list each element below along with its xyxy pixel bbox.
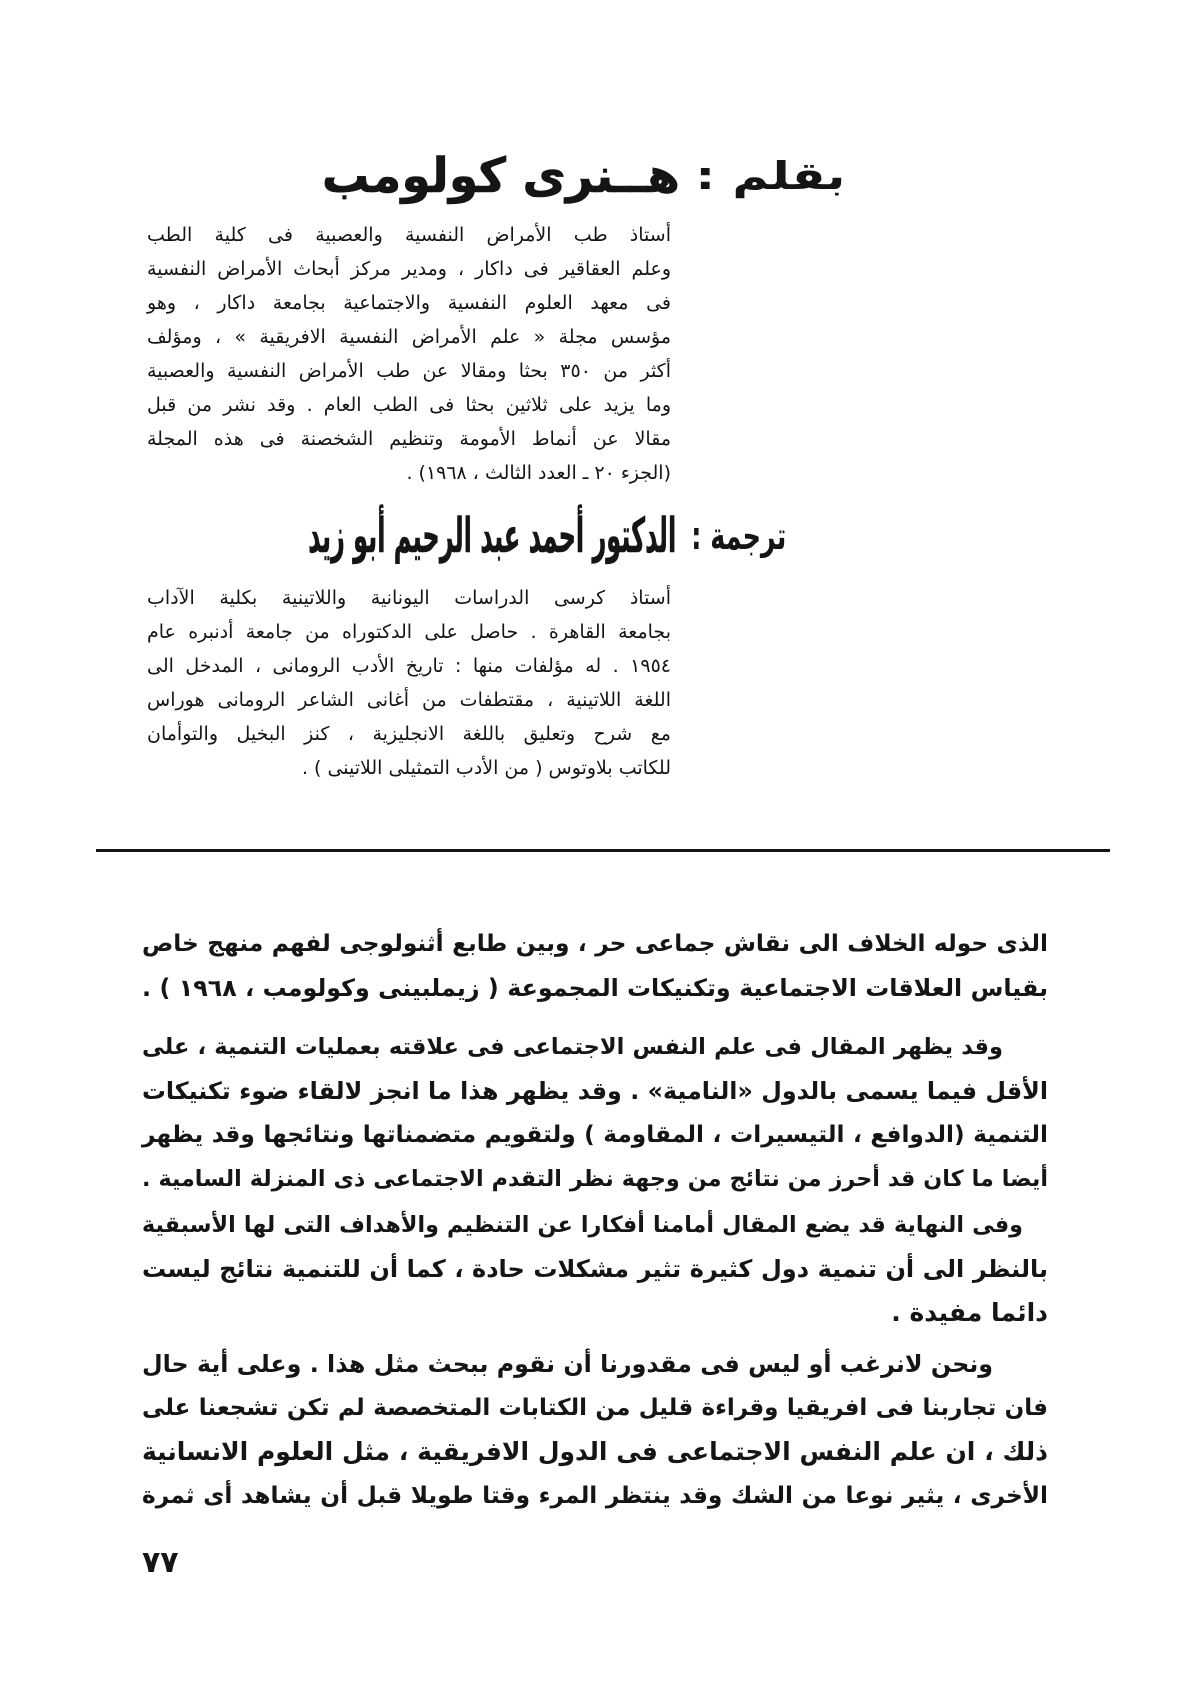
translator-bio-text: اللغة اللاتينية ، مقتطفات من أغانى الشاعر الرومانى هوراس xyxy=(147,689,671,711)
author-bio-text: أستاذ طب الأمراض النفسية والعصبية فى كلية الطب xyxy=(147,224,671,246)
body-line xyxy=(142,1069,1048,1113)
author-bio-line xyxy=(147,252,671,286)
body-line-text: بقياس العلاقات الاجتماعية وتكنيكات المجموعة ( زيملبينى وكولومب ، ١٩٦٨ ) . xyxy=(142,974,1048,1002)
author-bio-text: (الجزء ٢٠ ـ العدد الثالث ، ١٩٦٨) . xyxy=(406,462,671,484)
author-bio-line xyxy=(147,286,671,320)
body-line-text: الأقل فيما يسمى بالدول «النامية» . وقد يظهر هذا ما انجز لالقاء ضوء تكنيكات xyxy=(142,1077,1048,1105)
body-paragraph xyxy=(142,1342,1048,1518)
body-line-text: أيضا ما كان قد أحرز من نتائج من وجهة نظر التقدم الاجتماعى ذى المنزلة السامية . xyxy=(142,1166,1048,1192)
body-line xyxy=(142,1113,1048,1157)
translator-bio-text: بجامعة القاهرة . حاصل على الدكتوراه من جامعة أدنبره عام xyxy=(147,621,671,643)
translator-name-box xyxy=(307,500,676,572)
body-line-text: الأخرى ، يثير نوعا من الشك وقد ينتظر المرء وقتا طويلا قبل أن يشاهد أى ثمرة xyxy=(142,1482,1048,1509)
body-paragraph xyxy=(142,1203,1048,1335)
translator-label-box xyxy=(691,500,786,572)
author-bio-text: وما يزيد على ثلاثين بحثا فى الطب العام . وقد نشر من قبل xyxy=(147,394,671,416)
author-label-box xyxy=(695,140,845,212)
translator-bio-line xyxy=(147,717,671,751)
author-name: هــنرى كولومب xyxy=(322,148,680,204)
author-bio-text: وعلم العقاقير فى داكار ، ومدير مركز أبحاث الأمراض النفسية xyxy=(147,258,671,280)
body-line-text: الذى حوله الخلاف الى نقاش جماعى حر ، وبين طابع أثنولوجى لفهم منهج خاص xyxy=(142,930,1048,957)
author-name-box xyxy=(322,140,680,212)
body-line xyxy=(142,1247,1048,1291)
body-line xyxy=(142,922,1048,966)
translator-bio-text: مع شرح وتعليق باللغة الانجليزية ، كنز البخيل والتوأمان xyxy=(147,723,671,745)
translator-bio-text: ١٩٥٤ . له مؤلفات منها : تاريخ الأدب الرومانى ، المدخل الى xyxy=(147,655,671,677)
author-bio-text: مؤسس مجلة « علم الأمراض النفسية الافريقية » ، ومؤلف xyxy=(147,326,671,348)
translator-bio-line xyxy=(147,615,671,649)
author-label: بقلم : xyxy=(695,154,845,198)
body-paragraph xyxy=(142,922,1048,1010)
body-line-text: ونحن لانرغب أو ليس فى مقدورنا أن نقوم ببحث مثل هذا . وعلى أية حال xyxy=(142,1350,993,1378)
translator-bio-text: أستاذ كرسى الدراسات اليونانية واللاتينية بكلية الآداب xyxy=(147,587,671,609)
translator-bio-line xyxy=(147,581,671,615)
body-line-text: وفى النهاية قد يضع المقال أمامنا أفكارا عن التنظيم والأهداف التى لها الأسبقية xyxy=(142,1212,1023,1238)
body-line-text: بالنظر الى أن تنمية دول كثيرة تثير مشكلات حادة ، كما أن للتنمية نتائج ليست xyxy=(142,1255,1048,1283)
body-line-text: وقد يظهر المقال فى علم النفس الاجتماعى فى علاقته بعمليات التنمية ، على xyxy=(142,1034,1003,1060)
body-line-text: التنمية (الدوافع ، التيسيرات ، المقاومة ) ولتقويم متضمناتها ونتائجها وقد يظهر xyxy=(142,1121,1048,1148)
body-line xyxy=(142,966,1048,1010)
translator-bio-line xyxy=(147,649,671,683)
body-line xyxy=(142,1291,1048,1335)
author-bio-text: مقالا عن أنماط الأمومة وتنظيم الشخصنة فى هذه المجلة xyxy=(147,428,671,450)
author-heading xyxy=(322,140,845,212)
section-divider xyxy=(96,849,1110,852)
translator-label: ترجمة : xyxy=(691,514,786,558)
body-paragraph xyxy=(142,1025,1048,1201)
body-line xyxy=(142,1025,1048,1069)
body-line xyxy=(142,1474,1048,1518)
author-bio-line xyxy=(147,422,671,456)
author-bio xyxy=(147,218,671,490)
author-bio-line xyxy=(147,354,671,388)
author-bio-text: أكثر من ٣٥٠ بحثا ومقالا عن طب الأمراض النفسية والعصبية xyxy=(147,360,671,382)
author-bio-line xyxy=(147,388,671,422)
translator-bio-text: للكاتب بلاوتوس ( من الأدب التمثيلى اللاتينى ) . xyxy=(301,757,671,779)
author-bio-text: فى معهد العلوم النفسية والاجتماعية بجامعة داكار ، وهو xyxy=(147,292,671,314)
author-bio-line xyxy=(147,456,671,490)
author-bio-line xyxy=(147,218,671,252)
body-line-text: دائما مفيدة . xyxy=(891,1298,1048,1327)
body-line xyxy=(142,1157,1048,1201)
translator-bio-line xyxy=(147,683,671,717)
body-line xyxy=(142,1430,1048,1474)
translator-name: الدكتور أحمد عبد الرحيم أبو زيد xyxy=(307,508,676,564)
body-line-text: فان تجاربنا فى افريقيا وقراءة قليل من الكتابات المتخصصة لم تكن تشجعنا على xyxy=(142,1395,1048,1421)
body-line xyxy=(142,1386,1048,1430)
page-number: ٧٧ xyxy=(142,1545,179,1580)
translator-bio-line xyxy=(147,751,671,785)
author-bio-line xyxy=(147,320,671,354)
body-line-text: ذلك ، ان علم النفس الاجتماعى فى الدول الافريقية ، مثل العلوم الانسانية xyxy=(142,1437,1048,1466)
translator-bio xyxy=(147,581,671,785)
translator-heading xyxy=(307,500,786,572)
body-line xyxy=(142,1342,1048,1386)
body-line xyxy=(142,1203,1048,1247)
